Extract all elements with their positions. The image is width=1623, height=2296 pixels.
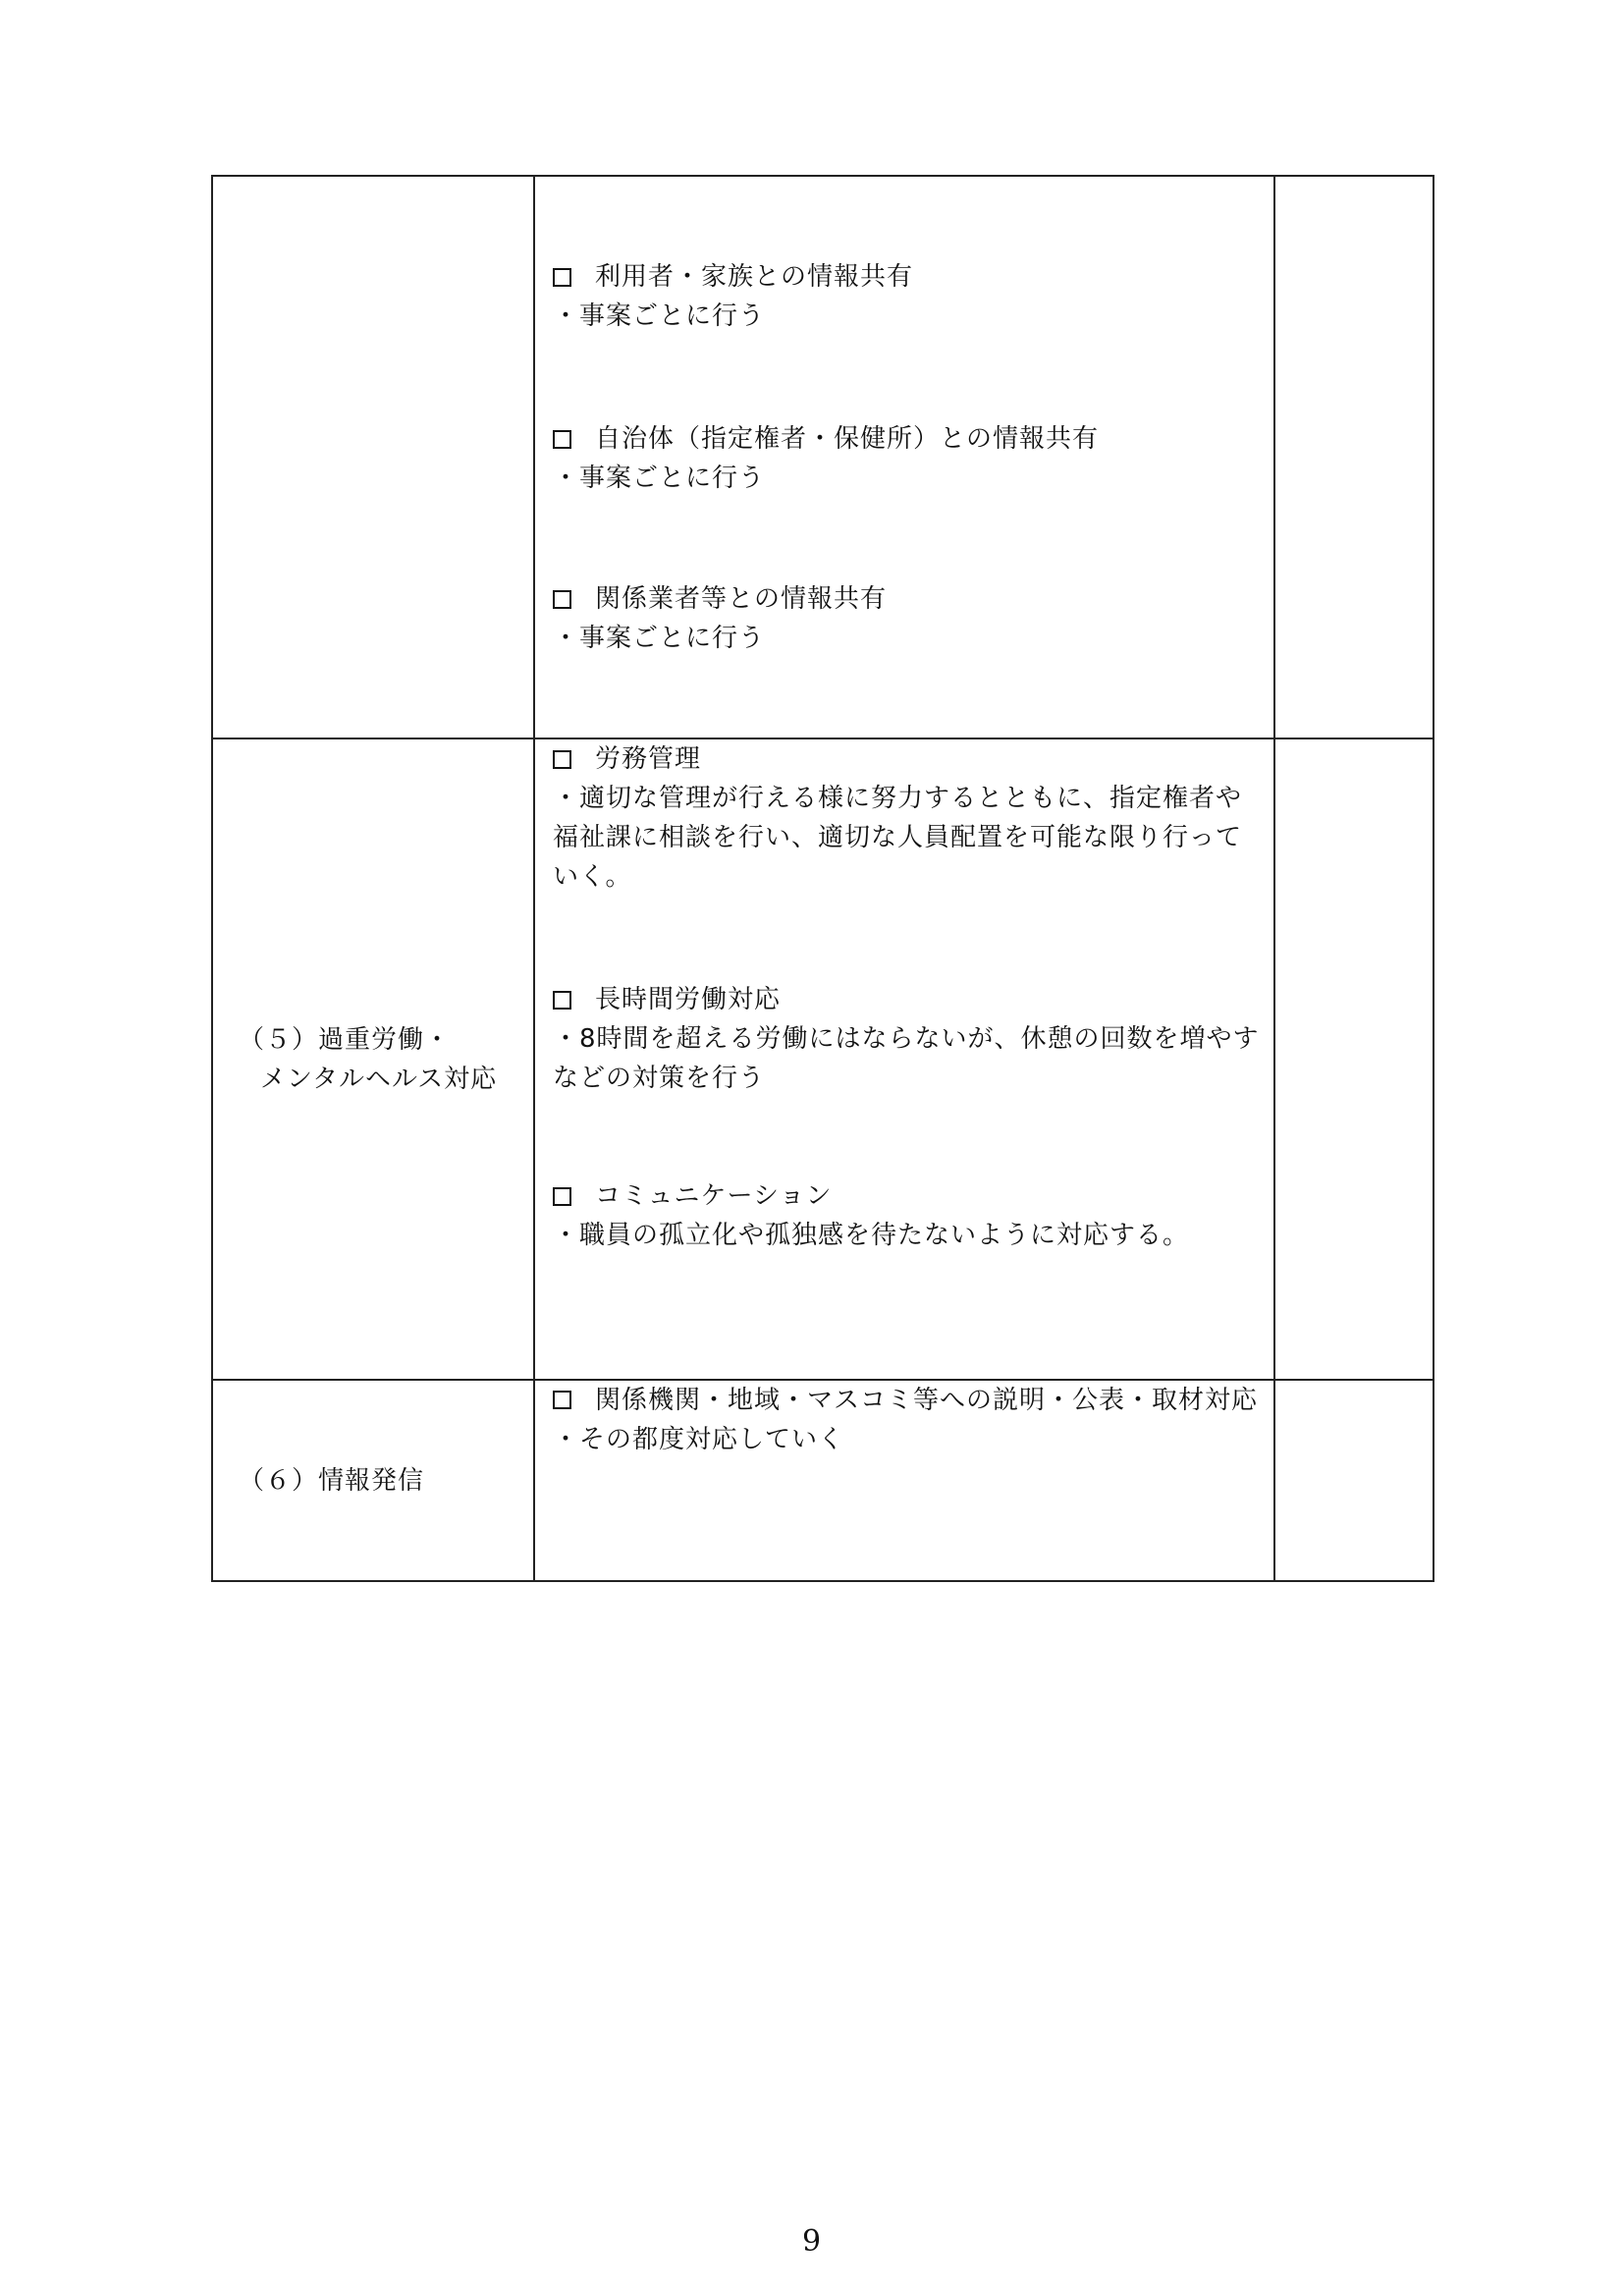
checkbox-icon[interactable] [553,750,571,769]
label-cell [212,1380,534,1581]
list-item [553,257,913,336]
content-cell [534,1380,1274,1581]
content-cell [534,176,1274,738]
label-line: （６）情報発信 [239,1465,425,1496]
list-item [553,579,887,658]
item-detail: ・事案ごとに行う [553,301,766,331]
checkbox-icon[interactable] [553,590,571,609]
label-cell [212,176,534,738]
list-item [553,739,1262,897]
item-detail: ・事案ごとに行う [553,624,766,653]
item-title: 自治体（指定権者・保健所）との情報共有 [595,424,1100,454]
label-line: （５）過重労働・ [239,1024,452,1055]
item-detail: ・適切な管理が行える様に努力するとともに、指定権者や福祉課に相談を行い、適切な人員配置を可能な限り行っていく。 [553,784,1243,892]
table-row [212,1380,1434,1581]
list-item [553,1176,1262,1255]
bcp-table [211,175,1434,1582]
check-cell [1274,176,1434,738]
item-title: 利用者・家族との情報共有 [595,262,914,292]
table-row [212,738,1434,1380]
table-row [212,176,1434,738]
checkbox-icon[interactable] [553,1187,571,1206]
content-cell [534,738,1274,1380]
item-title: 長時間労働対応 [595,985,782,1014]
list-item [553,980,1262,1098]
label-line: メンタルヘルス対応 [260,1064,498,1094]
check-cell [1274,1380,1434,1581]
item-detail: ・8時間を超える労働にはならないが、休憩の回数を増やすなどの対策を行う [553,1024,1260,1093]
check-cell [1274,738,1434,1380]
checkbox-icon[interactable] [553,268,571,287]
checkbox-icon[interactable] [553,430,571,449]
item-detail: ・その都度対応していく [553,1425,845,1454]
label-cell [212,738,534,1380]
list-item [553,419,1099,498]
item-title: コミュニケーション [595,1181,833,1211]
item-detail: ・事案ごとに行う [553,464,766,493]
item-title: 関係機関・地域・マスコミ等への説明・公表・取材対応 [595,1386,1259,1415]
item-title: 労務管理 [595,744,702,774]
checkbox-icon[interactable] [553,1391,571,1409]
page-number: 9 [801,2224,822,2259]
item-title: 関係業者等との情報共有 [595,584,888,614]
list-item [553,1381,1262,1459]
item-detail: ・職員の孤立化や孤独感を待たないように対応する。 [553,1221,1190,1250]
checkbox-icon[interactable] [553,991,571,1010]
